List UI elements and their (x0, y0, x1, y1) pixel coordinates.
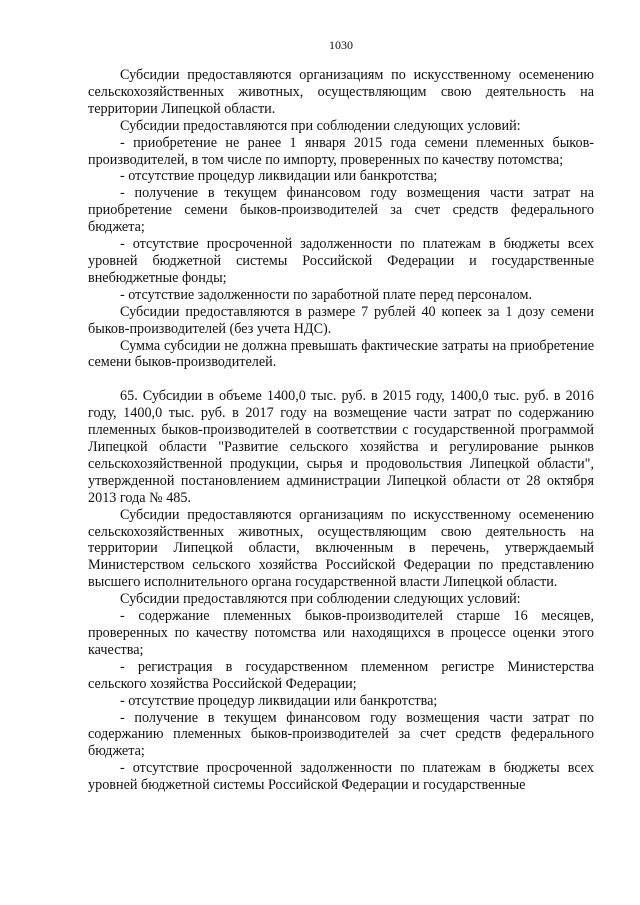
paragraph: - регистрация в государственном племенном регистре Министерства сельского хозяйства Российской Федерации; (88, 658, 594, 692)
section-gap (88, 371, 594, 388)
paragraph: 65. Субсидии в объеме 1400,0 тыс. руб. в 2015 году, 1400,0 тыс. руб. в 2016 году, 1400,0 тыс. руб. в 2017 году на возмещение части затрат по содержанию племенных быков-производителей в соответствии с государственной программой Липецкой области "Развитие сельского хозяйства и регулирование рынков сельскохозяйственной продукции, сырья и продовольствия Липецкой области", утвержденной постановлением администрации Липецкой области от 28 октября 2013 года № 485. (88, 388, 594, 506)
paragraph: Субсидии предоставляются в размере 7 рублей 40 копеек за 1 дозу семени быков-производителей (без учета НДС). (88, 303, 594, 337)
paragraph: - отсутствие задолженности по заработной плате перед персоналом. (120, 286, 533, 303)
paragraph: - получение в текущем финансовом году возмещения части затрат на приобретение семени быков-производителей за счет средств федерального бюджета; (88, 185, 594, 236)
document-body (88, 67, 594, 794)
paragraph: Субсидии предоставляются при соблюдении следующих условий: (120, 117, 521, 134)
paragraph: - получение в текущем финансовом году возмещения части затрат по содержанию племенных быков-производителей за счет средств федерального бюджета; (88, 709, 594, 760)
page-number: 1030 (329, 38, 353, 52)
paragraph: Субсидии предоставляются при соблюдении следующих условий: (120, 591, 521, 608)
paragraph: - отсутствие процедур ликвидации или банкротства; (120, 692, 438, 709)
paragraph: - отсутствие процедур ликвидации или банкротства; (120, 168, 438, 185)
paragraph: - отсутствие просроченной задолженности по платежам в бюджеты всех уровней бюджетной системы Российской Федерации и государственные внебюджетные фонды; (88, 236, 594, 286)
paragraph: - приобретение не ранее 1 января 2015 года семени племенных быков-производителей, в том числе по импорту, проверенных по качеству потомства; (88, 134, 594, 168)
paragraph: Субсидии предоставляются организациям по искусственному осеменению сельскохозяйственных животных, осуществляющим свою деятельность на территории Липецкой области, включенным в перечень, утверждаемый Министерством сельского хозяйства Российской Федерации по представлению высшего исполнительного органа государственной власти Липецкой области. (88, 506, 594, 591)
paragraph: Сумма субсидии не должна превышать фактические затраты на приобретение семени быков-производителей. (88, 337, 594, 371)
paragraph: - отсутствие просроченной задолженности по платежам в бюджеты всех уровней бюджетной системы Российской Федерации и государственные (88, 760, 594, 794)
paragraph: Субсидии предоставляются организациям по искусственному осеменению сельскохозяйственных животных, осуществляющим свою деятельность на территории Липецкой области. (88, 67, 594, 117)
paragraph: - содержание племенных быков-производителей старше 16 месяцев, проверенных по качеству потомства или находящихся в процессе оценки этого качества; (88, 608, 594, 658)
